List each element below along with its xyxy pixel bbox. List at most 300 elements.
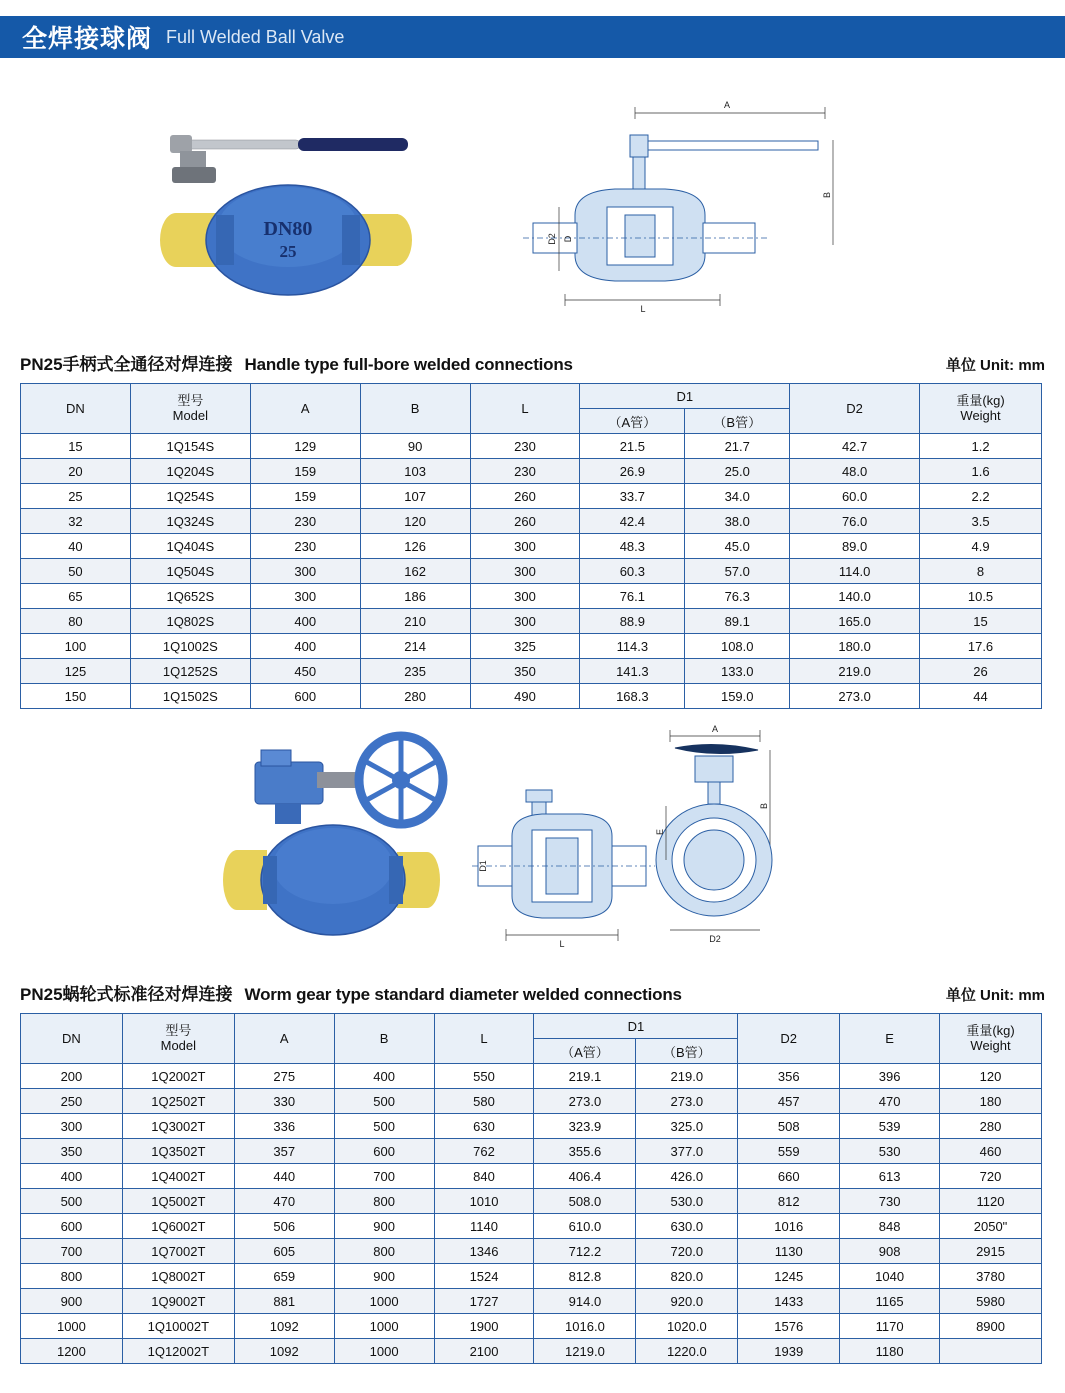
table-cell: 2050": [940, 1214, 1042, 1239]
table-cell: 426.0: [636, 1164, 738, 1189]
table-cell: 300: [250, 559, 360, 584]
table-cell: 800: [334, 1189, 434, 1214]
table-cell: 1016.0: [534, 1314, 636, 1339]
table-cell: 1000: [334, 1314, 434, 1339]
table-cell: 20: [21, 459, 131, 484]
table-cell: 400: [334, 1064, 434, 1089]
table-cell: 89.1: [685, 609, 790, 634]
table-cell: 400: [21, 1164, 123, 1189]
table-cell: 1939: [738, 1339, 840, 1364]
table-cell: 840: [434, 1164, 534, 1189]
table-cell: 4.9: [920, 534, 1042, 559]
table-cell: 1.6: [920, 459, 1042, 484]
table-cell: 200: [21, 1064, 123, 1089]
table-cell: 103: [360, 459, 470, 484]
table-cell: 539: [840, 1114, 940, 1139]
table-row: [21, 1314, 1042, 1339]
table-cell: 500: [334, 1114, 434, 1139]
table-cell: 920.0: [636, 1289, 738, 1314]
table-cell: 1Q154S: [130, 434, 250, 459]
table-cell: 300: [470, 559, 580, 584]
table-cell: 396: [840, 1064, 940, 1089]
table-cell: 470: [234, 1189, 334, 1214]
table-cell: 250: [21, 1089, 123, 1114]
table-cell: 1220.0: [636, 1339, 738, 1364]
handwheel-front: [675, 744, 758, 753]
table-row: [21, 659, 1042, 684]
table-cell: 126: [360, 534, 470, 559]
table-cell: 1245: [738, 1264, 840, 1289]
table-cell: 214: [360, 634, 470, 659]
table-cell: 76.3: [685, 584, 790, 609]
col2-d2: D2: [738, 1014, 840, 1064]
table-cell: 914.0: [534, 1289, 636, 1314]
table-cell: 300: [470, 584, 580, 609]
worm-gear-technical-drawing: [470, 720, 790, 955]
table-cell: 1000: [21, 1314, 123, 1339]
table-row: [21, 1214, 1042, 1239]
table-cell: 15: [21, 434, 131, 459]
table-cell: 1000: [334, 1289, 434, 1314]
table-cell: 230: [250, 534, 360, 559]
table-cell: 325.0: [636, 1114, 738, 1139]
table-cell: 1010: [434, 1189, 534, 1214]
table-header-row-1: [21, 384, 1042, 409]
dimension-label-d2: D2: [547, 233, 557, 245]
worm-section-front-view: [655, 724, 772, 944]
table-cell: 1092: [234, 1339, 334, 1364]
table-cell: 325: [470, 634, 580, 659]
table-row: [21, 1064, 1042, 1089]
table-cell: 210: [360, 609, 470, 634]
table-row: [21, 534, 1042, 559]
table-cell: 2.2: [920, 484, 1042, 509]
table-cell: 129: [250, 434, 360, 459]
table-cell: 48.0: [790, 459, 920, 484]
table-cell: 908: [840, 1239, 940, 1264]
col-a: A: [250, 384, 360, 434]
table-cell: 219.0: [636, 1064, 738, 1089]
valve-bonnet: [172, 167, 216, 183]
table-cell: 34.0: [685, 484, 790, 509]
table-cell: 88.9: [580, 609, 685, 634]
table-cell: 530.0: [636, 1189, 738, 1214]
table-cell: 300: [21, 1114, 123, 1139]
table-cell: 900: [21, 1289, 123, 1314]
page-title-en: Full Welded Ball Valve: [166, 26, 345, 47]
table-cell: 610.0: [534, 1214, 636, 1239]
table-cell: 21.5: [580, 434, 685, 459]
section1-title-en: Handle type full-bore welded connections: [244, 355, 573, 374]
table-cell: 100: [21, 634, 131, 659]
table-row: [21, 634, 1042, 659]
table-cell: 60.3: [580, 559, 685, 584]
table-cell: 1727: [434, 1289, 534, 1314]
table-cell: 114.0: [790, 559, 920, 584]
table-cell: 8: [920, 559, 1042, 584]
table-cell: [940, 1339, 1042, 1364]
table-cell: 150: [21, 684, 131, 709]
table-row: [21, 684, 1042, 709]
col2-dn: DN: [21, 1014, 123, 1064]
table-cell: 33.7: [580, 484, 685, 509]
table-cell: 357: [234, 1139, 334, 1164]
table-cell: 2915: [940, 1239, 1042, 1264]
table-cell: 1170: [840, 1314, 940, 1339]
table-cell: 900: [334, 1264, 434, 1289]
table-cell: 45.0: [685, 534, 790, 559]
table-cell: 230: [470, 459, 580, 484]
table-cell: 508.0: [534, 1189, 636, 1214]
table-cell: 460: [940, 1139, 1042, 1164]
table-cell: 50: [21, 559, 131, 584]
table-cell: 65: [21, 584, 131, 609]
handle-type-spec-table: [20, 383, 1042, 709]
table-cell: 1140: [434, 1214, 534, 1239]
table-row: [21, 609, 1042, 634]
table-cell: 1180: [840, 1339, 940, 1364]
table-row: [21, 1289, 1042, 1314]
table-row: [21, 1164, 1042, 1189]
table-cell: 470: [840, 1089, 940, 1114]
table-row: [21, 559, 1042, 584]
table-cell: 76.0: [790, 509, 920, 534]
table-cell: 1346: [434, 1239, 534, 1264]
table-cell: 44: [920, 684, 1042, 709]
dimension-label-d2-2: D2: [709, 934, 721, 944]
table-cell: 400: [250, 634, 360, 659]
table-cell: 3780: [940, 1264, 1042, 1289]
table-cell: 1Q7002T: [122, 1239, 234, 1264]
dimension-label-d1: D: [563, 235, 573, 243]
table-cell: 273.0: [790, 684, 920, 709]
table-cell: 141.3: [580, 659, 685, 684]
handle-lever: [170, 135, 408, 153]
table-cell: 660: [738, 1164, 840, 1189]
table-cell: 1Q5002T: [122, 1189, 234, 1214]
table-cell: 720: [940, 1164, 1042, 1189]
table-cell: 280: [360, 684, 470, 709]
table-cell: 1Q204S: [130, 459, 250, 484]
table-cell: 1Q12002T: [122, 1339, 234, 1364]
table-cell: 330: [234, 1089, 334, 1114]
table-cell: 1576: [738, 1314, 840, 1339]
col2-d1: D1: [534, 1014, 738, 1039]
table-cell: 1Q1002S: [130, 634, 250, 659]
table-cell: 559: [738, 1139, 840, 1164]
col2-model: 型号 Model: [122, 1014, 234, 1064]
table-cell: 26.9: [580, 459, 685, 484]
table-cell: 630.0: [636, 1214, 738, 1239]
table-cell: 580: [434, 1089, 534, 1114]
table-cell: 273.0: [534, 1089, 636, 1114]
table-cell: 21.7: [685, 434, 790, 459]
table-row: [21, 509, 1042, 534]
table-cell: 57.0: [685, 559, 790, 584]
table-cell: 219.1: [534, 1064, 636, 1089]
table-cell: 600: [21, 1214, 123, 1239]
col2-e: E: [840, 1014, 940, 1064]
table-cell: 323.9: [534, 1114, 636, 1139]
table-cell: 76.1: [580, 584, 685, 609]
table-cell: 235: [360, 659, 470, 684]
table-cell: 1016: [738, 1214, 840, 1239]
table-row: [21, 484, 1042, 509]
col2-weight: 重量(kg) Weight: [940, 1014, 1042, 1064]
dimension-label-a-2: A: [711, 724, 719, 734]
table-cell: 8900: [940, 1314, 1042, 1339]
table-cell: 800: [334, 1239, 434, 1264]
table-cell: 1Q802S: [130, 609, 250, 634]
table-cell: 42.7: [790, 434, 920, 459]
table-cell: 1Q3002T: [122, 1114, 234, 1139]
table-cell: 159: [250, 484, 360, 509]
table-cell: 1219.0: [534, 1339, 636, 1364]
table2-header-row-1: [21, 1014, 1042, 1039]
table-cell: 820.0: [636, 1264, 738, 1289]
table-cell: 40: [21, 534, 131, 559]
table-cell: 730: [840, 1189, 940, 1214]
table-cell: 10.5: [920, 584, 1042, 609]
table-cell: 186: [360, 584, 470, 609]
table-cell: 1040: [840, 1264, 940, 1289]
table-cell: 159.0: [685, 684, 790, 709]
table-cell: 1120: [940, 1189, 1042, 1214]
table-cell: 1130: [738, 1239, 840, 1264]
table-cell: 500: [334, 1089, 434, 1114]
table-cell: 1433: [738, 1289, 840, 1314]
table-row: [21, 459, 1042, 484]
dimension-label-d1-2: D1: [478, 860, 488, 872]
table-cell: 17.6: [920, 634, 1042, 659]
table-cell: 1Q9002T: [122, 1289, 234, 1314]
table-cell: 2100: [434, 1339, 534, 1364]
dimension-label-l: L: [640, 304, 646, 314]
worm-gear-valve-illustration: [205, 720, 465, 955]
table-cell: 1Q1252S: [130, 659, 250, 684]
table-cell: 275: [234, 1064, 334, 1089]
table-cell: 1020.0: [636, 1314, 738, 1339]
table-cell: 500: [21, 1189, 123, 1214]
table-cell: 1Q324S: [130, 509, 250, 534]
table-cell: 881: [234, 1289, 334, 1314]
table-cell: 133.0: [685, 659, 790, 684]
table-cell: 440: [234, 1164, 334, 1189]
col2-a: A: [234, 1014, 334, 1064]
table-cell: 400: [250, 609, 360, 634]
col-model: 型号 Model: [130, 384, 250, 434]
table-cell: 25.0: [685, 459, 790, 484]
table-cell: 280: [940, 1114, 1042, 1139]
table-cell: 1Q1502S: [130, 684, 250, 709]
dimension-label-l-2: L: [559, 939, 565, 949]
table-cell: 1Q504S: [130, 559, 250, 584]
table-cell: 1092: [234, 1314, 334, 1339]
table-cell: 120: [940, 1064, 1042, 1089]
table-cell: 89.0: [790, 534, 920, 559]
col-d1-b: （B管）: [685, 409, 790, 434]
col-d1: D1: [580, 384, 790, 409]
col2-l: L: [434, 1014, 534, 1064]
table-cell: 377.0: [636, 1139, 738, 1164]
valve-marking-pn: 25: [279, 242, 297, 261]
table-row: [21, 1114, 1042, 1139]
table-cell: 230: [250, 509, 360, 534]
table-cell: 140.0: [790, 584, 920, 609]
table-cell: 800: [21, 1264, 123, 1289]
table-cell: 350: [21, 1139, 123, 1164]
valve-marking-dn: DN80: [263, 218, 313, 240]
table-cell: 457: [738, 1089, 840, 1114]
table-cell: 1200: [21, 1339, 123, 1364]
col2-d1-b: （B管）: [636, 1039, 738, 1064]
worm-gear-table-body: [21, 1064, 1042, 1364]
section1-title-row: [20, 350, 1045, 375]
table-cell: 165.0: [790, 609, 920, 634]
table-cell: 1900: [434, 1314, 534, 1339]
section2-unit: 单位 Unit: mm: [945, 987, 1045, 1004]
table-cell: 300: [250, 584, 360, 609]
page-title-cn: 全焊接球阀: [22, 25, 153, 53]
table-row: [21, 1264, 1042, 1289]
table-cell: 107: [360, 484, 470, 509]
table-cell: 230: [470, 434, 580, 459]
table-cell: 350: [470, 659, 580, 684]
table-cell: 600: [250, 684, 360, 709]
table-cell: 219.0: [790, 659, 920, 684]
table-cell: 530: [840, 1139, 940, 1164]
col-d2: D2: [790, 384, 920, 434]
table-row: [21, 1139, 1042, 1164]
table-row: [21, 584, 1042, 609]
worm-gearbox: [255, 762, 323, 804]
table-cell: 48.3: [580, 534, 685, 559]
table-cell: 1165: [840, 1289, 940, 1314]
table-cell: 26: [920, 659, 1042, 684]
table-cell: 613: [840, 1164, 940, 1189]
section2-title-cn: PN25蜗轮式标准径对焊连接: [20, 985, 233, 1004]
table-cell: 1000: [334, 1339, 434, 1364]
table-cell: 1Q3502T: [122, 1139, 234, 1164]
table-cell: 450: [250, 659, 360, 684]
table-cell: 355.6: [534, 1139, 636, 1164]
table-cell: 490: [470, 684, 580, 709]
table-row: [21, 1239, 1042, 1264]
table-cell: 508: [738, 1114, 840, 1139]
table-cell: 25: [21, 484, 131, 509]
table-cell: 180: [940, 1089, 1042, 1114]
table-cell: 273.0: [636, 1089, 738, 1114]
table-cell: 812.8: [534, 1264, 636, 1289]
table-cell: 168.3: [580, 684, 685, 709]
table-cell: 1Q652S: [130, 584, 250, 609]
table-cell: 5980: [940, 1289, 1042, 1314]
section2-title-en: Worm gear type standard diameter welded connections: [244, 985, 682, 1004]
table-cell: 38.0: [685, 509, 790, 534]
table-cell: 605: [234, 1239, 334, 1264]
page-header: [0, 16, 1065, 58]
table-cell: 720.0: [636, 1239, 738, 1264]
table-cell: 630: [434, 1114, 534, 1139]
table-cell: 712.2: [534, 1239, 636, 1264]
handle-type-table-body: [21, 434, 1042, 709]
col-d1-a: （A管）: [580, 409, 685, 434]
table-cell: 1524: [434, 1264, 534, 1289]
section1-unit: 单位 Unit: mm: [945, 357, 1045, 374]
table-cell: 15: [920, 609, 1042, 634]
worm-section-side-view: [472, 790, 655, 949]
table-cell: 3.5: [920, 509, 1042, 534]
table-cell: 125: [21, 659, 131, 684]
col2-d1-a: （A管）: [534, 1039, 636, 1064]
table-row: [21, 1089, 1042, 1114]
table-cell: 600: [334, 1139, 434, 1164]
table-cell: 300: [470, 609, 580, 634]
table-cell: 1Q2502T: [122, 1089, 234, 1114]
table-cell: 1Q10002T: [122, 1314, 234, 1339]
table-cell: 406.4: [534, 1164, 636, 1189]
handle-valve-illustration: [150, 95, 500, 325]
table-cell: 108.0: [685, 634, 790, 659]
table-cell: 159: [250, 459, 360, 484]
table-row: [21, 434, 1042, 459]
table-cell: 1Q6002T: [122, 1214, 234, 1239]
section2-title-row: [20, 980, 1045, 1005]
table-cell: 812: [738, 1189, 840, 1214]
table-cell: 700: [21, 1239, 123, 1264]
table-cell: 32: [21, 509, 131, 534]
dimension-label-a: A: [723, 100, 731, 110]
table-cell: 60.0: [790, 484, 920, 509]
col2-b: B: [334, 1014, 434, 1064]
table-cell: 900: [334, 1214, 434, 1239]
table-cell: 120: [360, 509, 470, 534]
table-row: [21, 1339, 1042, 1364]
table-row: [21, 1189, 1042, 1214]
table-cell: 114.3: [580, 634, 685, 659]
dimension-label-b-2: B: [759, 802, 769, 810]
table-cell: 1.2: [920, 434, 1042, 459]
table-cell: 1Q8002T: [122, 1264, 234, 1289]
handle-valve-technical-drawing: [515, 95, 845, 325]
table-cell: 356: [738, 1064, 840, 1089]
section1-title-cn: PN25手柄式全通径对焊连接: [20, 355, 233, 374]
col-l: L: [470, 384, 580, 434]
table-cell: 90: [360, 434, 470, 459]
table-cell: 550: [434, 1064, 534, 1089]
dimension-label-e: E: [655, 828, 665, 836]
table-cell: 1Q4002T: [122, 1164, 234, 1189]
table-cell: 1Q404S: [130, 534, 250, 559]
handwheel: [359, 736, 443, 824]
col-b: B: [360, 384, 470, 434]
table-cell: 80: [21, 609, 131, 634]
table-cell: 700: [334, 1164, 434, 1189]
table-cell: 1Q254S: [130, 484, 250, 509]
table-cell: 42.4: [580, 509, 685, 534]
table-cell: 260: [470, 509, 580, 534]
col-dn: DN: [21, 384, 131, 434]
worm-gear-spec-table: [20, 1013, 1042, 1364]
col-weight: 重量(kg) Weight: [920, 384, 1042, 434]
table-cell: 659: [234, 1264, 334, 1289]
table-cell: 848: [840, 1214, 940, 1239]
table-cell: 1Q2002T: [122, 1064, 234, 1089]
table-cell: 180.0: [790, 634, 920, 659]
table-cell: 506: [234, 1214, 334, 1239]
table-cell: 336: [234, 1114, 334, 1139]
dimension-label-b: B: [822, 191, 832, 199]
